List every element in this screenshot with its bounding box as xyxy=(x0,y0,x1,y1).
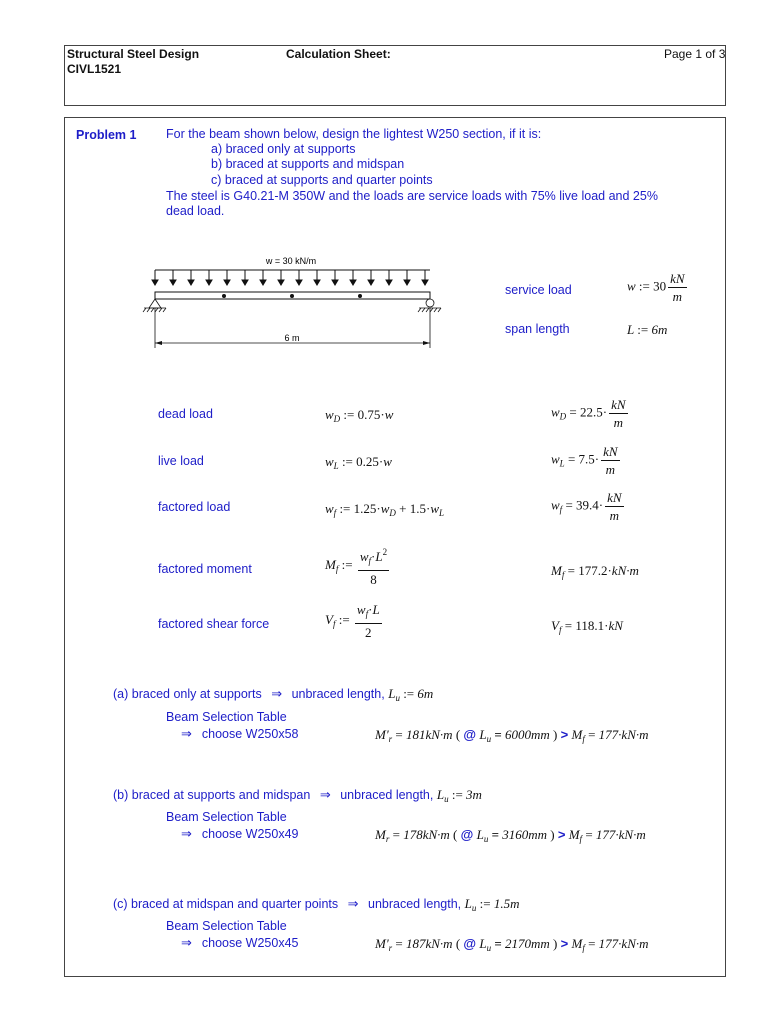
design-c-table-label: Beam Selection Table xyxy=(166,919,287,933)
span-label: 6 m xyxy=(284,333,300,343)
dead-load-label: dead load xyxy=(158,407,213,421)
design-b-check: $M_r = 178kN\cdot m$ ( @ $L_u = 3160mm$ ) > $M_f = 177\cdot kN\cdot m$ xyxy=(375,827,646,844)
factored-moment-result: $M_f = 177.2\cdot kN\cdot m$ xyxy=(551,563,639,580)
factored-load-result: $w_f = 39.4\cdot$ $\frac{kN}{m}$ xyxy=(551,490,622,523)
span-length-label: span length xyxy=(505,322,570,336)
factored-load-label: factored load xyxy=(158,500,231,514)
live-load-result: $w_L = 7.5\cdot$ $\frac{kN}{m}$ xyxy=(551,444,618,477)
page-number: Page 1 of 3 xyxy=(664,47,726,61)
factored-shear-label: factored shear force xyxy=(158,617,270,631)
brace-point-quarter-2 xyxy=(358,294,362,298)
design-a-choice: ⇒ choose W250x58 xyxy=(181,727,299,742)
design-b-heading: (b) braced at supports and midspan ⇒ unbraced length, $L_u$ := 3m xyxy=(113,787,482,804)
case-a: a) braced only at supports xyxy=(211,142,356,156)
dead-load-result: $w_D = 22.5\cdot$ $\frac{kN}{m}$ xyxy=(551,397,626,430)
steel-line-1: The steel is G40.21-M 350W and the loads are service loads with 75% live load and 25% xyxy=(166,189,658,203)
span-length-formula: L := 6m xyxy=(627,322,668,337)
factored-shear-formula: $V_f$ := $\frac{w_f\cdot L}{2}$ xyxy=(325,602,380,640)
left-support xyxy=(143,299,166,312)
problem-intro: For the beam shown below, design the lightest W250 section, if it is: xyxy=(166,127,542,141)
problem-label: Problem 1 xyxy=(76,128,137,142)
design-c-check: $M'_r = 187kN\cdot m$ ( @ $L_u = 2170mm$ ) > $M_f = 177\cdot kN\cdot m$ xyxy=(375,936,649,953)
brace-point-midspan xyxy=(290,294,294,298)
design-b-choice: ⇒ choose W250x49 xyxy=(181,827,299,842)
brace-point-quarter-1 xyxy=(222,294,226,298)
design-b-table-label: Beam Selection Table xyxy=(166,810,287,824)
load-label: w = 30 kN/m xyxy=(265,256,317,266)
content-box xyxy=(64,117,726,977)
factored-load-formula: $w_f$ := $1.25\cdot w_D + 1.5\cdot w_L$ xyxy=(325,501,445,518)
dead-load-formula: $w_D$ := 0.75·w xyxy=(325,407,394,424)
sheet-label: Calculation Sheet: xyxy=(286,47,391,61)
service-load-label: service load xyxy=(505,283,572,297)
design-a-check: $M'_r = 181kN\cdot m$ ( @ $L_u = 6000mm$ ) > $M_f = 177\cdot kN\cdot m$ xyxy=(375,727,649,744)
design-c-heading: (c) braced at midspan and quarter points ⇒ unbraced length, $L_u$ := 1.5m xyxy=(113,896,520,913)
live-load-label: live load xyxy=(158,454,204,468)
steel-line-2: dead load. xyxy=(166,204,225,218)
factored-moment-formula: $M_f$ := $\frac{w_f\cdot L^2}{8}$ xyxy=(325,547,388,587)
live-load-formula: $w_L$ := 0.25·w xyxy=(325,454,392,471)
beam-diagram xyxy=(140,250,450,355)
factored-moment-label: factored moment xyxy=(158,562,252,576)
right-support xyxy=(418,299,441,312)
case-c: c) braced at supports and quarter points xyxy=(211,173,433,187)
design-c-choice: ⇒ choose W250x45 xyxy=(181,936,299,951)
design-a-heading: (a) braced only at supports ⇒ unbraced length, $L_u$ := 6m xyxy=(113,686,434,703)
case-b: b) braced at supports and midspan xyxy=(211,157,405,171)
design-a-table-label: Beam Selection Table xyxy=(166,710,287,724)
service-load-formula: w := 30 $\frac{kN}{m}$ xyxy=(627,271,685,304)
course-title: Structural Steel Design xyxy=(67,47,200,61)
course-code: CIVL1521 xyxy=(67,62,122,76)
factored-shear-result: $V_f = 118.1\cdot kN$ xyxy=(551,618,623,635)
